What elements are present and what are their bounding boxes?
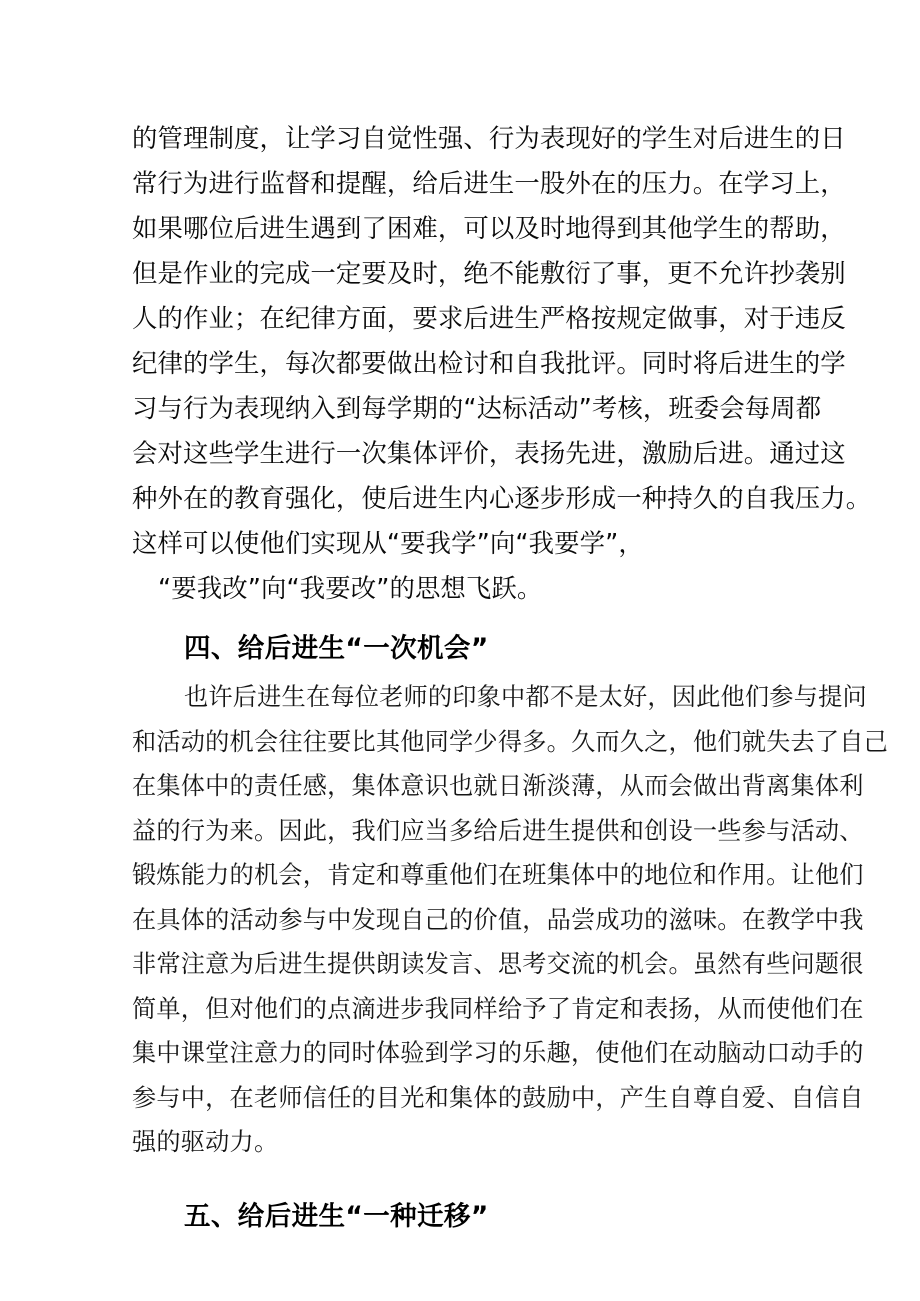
spacer (132, 611, 792, 617)
text-line: 的管理制度，让学习自觉性强、行为表现好的学生对后进生的日 (132, 123, 846, 153)
text-line: 种外在的教育强化，使后进生内心逐步形成一种持久的自我压力。 (132, 483, 872, 513)
text-line: 集中课堂注意力的同时体验到学习的乐趣，使他们在动脑动口动手的 (132, 1039, 864, 1067)
text-line: 习与行为表现纳入到每学期的“达标活动”考核，班委会每周都 (132, 393, 822, 423)
text-line: 参与中，在老师信任的目光和集体的鼓励中，产生自尊自爱、自信自 (132, 1083, 864, 1112)
heading-section-four: 四、给后进生“一次机会” (184, 633, 489, 664)
text-line: 但是作业的完成一定要及时，绝不能敷衍了事，更不允许抄袭别 (132, 258, 846, 288)
text-line: 这样可以使他们实现从“要我学”向“我要学”， (132, 528, 644, 558)
text-line: 如果哪位后进生遇到了困难，可以及时地得到其他学生的帮助， (132, 213, 846, 243)
text-line: 锻炼能力的机会，肯定和尊重他们在班集体中的地位和作用。让他们 (132, 861, 864, 889)
spacer (132, 1165, 792, 1177)
paragraph-continued (132, 116, 872, 611)
text-line: 在具体的活动参与中发现自己的价值，品尝成功的滋味。在教学中我 (132, 905, 864, 934)
text-line: 非常注意为后进生提供朗读发言、思考交流的机会。虽然有些问题很 (132, 950, 864, 978)
text-column (132, 116, 889, 1243)
text-line: 强的驱动力。 (132, 1128, 279, 1156)
text-line: 会对这些学生进行一次集体评价，表扬先进，激励后进。通过这 (132, 438, 846, 468)
text-line: 人的作业；在纪律方面，要求后进生严格按规定做事，对于违反 (132, 303, 846, 333)
text-line: “要我改”向“我要改”的思想飞跃。 (158, 573, 543, 603)
text-line: 也许后进生在每位老师的印象中都不是太好，因此他们参与提问 (184, 683, 867, 711)
text-line: 益的行为来。因此，我们应当多给后进生提供和创设一些参与活动、 (132, 816, 864, 845)
text-line: 和活动的机会往往要比其他同学少得多。久而久之，他们就失去了自己 (132, 727, 889, 756)
paragraph-section-four (132, 675, 889, 1165)
text-line: 常行为进行监督和提醒，给后进生一股外在的压力。在学习上， (132, 168, 846, 198)
text-line: 简单，但对他们的点滴进步我同样给予了肯定和表扬，从而使他们在 (132, 994, 864, 1023)
text-line: 纪律的学生，每次都要做出检讨和自我批评。同时将后进生的学 (132, 348, 846, 378)
text-line: 在集体中的责任感，集体意识也就日渐淡薄，从而会做出背离集体利 (132, 772, 864, 800)
heading-section-five: 五、给后进生“一种迁移” (184, 1200, 489, 1232)
